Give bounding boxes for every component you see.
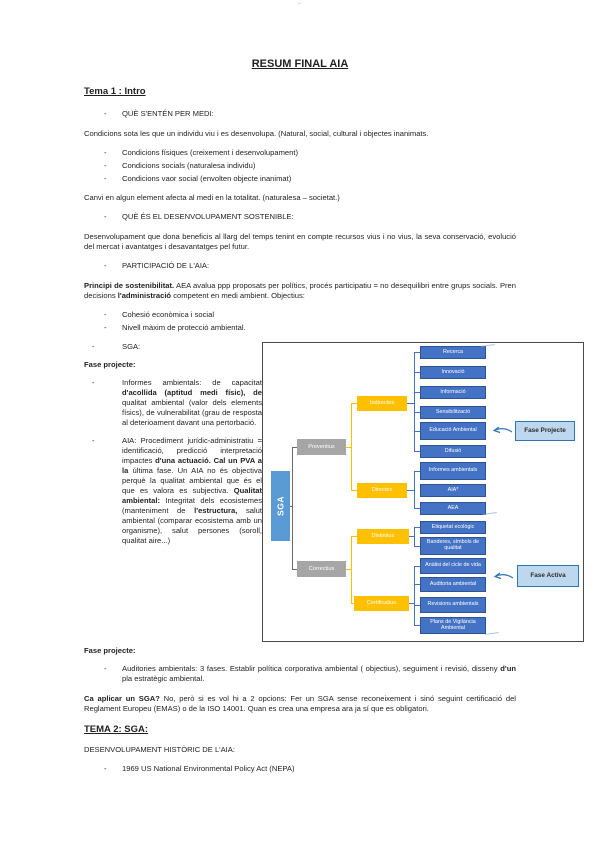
fase-projecte-heading-bottom: Fase projecte: (84, 646, 136, 655)
list-item: - Condicions físiques (creixement i desenvolupament) (84, 148, 516, 158)
paragraph-medi: Condicions sota les que un individu viu i es desenvolupa. (Natural, social, cultural i objectes inanimats. (84, 129, 429, 138)
list-item: - Condicions socials (naturalesa individu) (84, 161, 516, 171)
connector-line (414, 471, 415, 509)
diagram-leaf: Recerca (420, 346, 486, 359)
diagram-node-directes: Directes (357, 483, 407, 498)
hand-arrow-icon (492, 571, 514, 583)
list-item: - Condicions vaor social (envolten objecte inanimat) (84, 174, 516, 184)
connector-line (407, 403, 414, 404)
diagram-leaf: AIA* (420, 484, 486, 497)
connector-line (351, 536, 352, 604)
diagram-leaf: Revisions ambientals (420, 597, 486, 613)
diagram-leaf: Banderes, símbols de qualitat (420, 537, 486, 555)
objectius-list (84, 310, 516, 333)
bullet-auditories: - Auditories ambientals: 3 fases. Establir política corporativa ambiental ( objectius), seguiment i revisió, disseny d'un pla estratègic ambiental. (84, 664, 516, 684)
bullet-participacio-aia: - PARTICIPACIÓ DE L'AIA: (84, 261, 516, 271)
diagram-leaf: Difusió (420, 445, 486, 458)
diagram-node-distintius: Distintius (357, 529, 409, 544)
connector-line (414, 352, 415, 452)
connector-line (414, 566, 415, 626)
hand-arrow-icon (491, 425, 513, 437)
left-text-column (84, 342, 262, 554)
bullet-informes-ambientals: - Informes ambientals: de capacitat d'acollida (aptitud medi físic), de qualitat ambiental (valor dels elements físics), de vulnerabilitat (grau de resposta al deterioament davant una pertorbació. (84, 378, 262, 428)
diagram-label-fase-activa: Fase Activa (517, 565, 579, 587)
diagram-leaf: Auditoria ambiental (420, 577, 486, 592)
bullet-nepa: - 1969 US National Environmental Policy Act (NEPA) (84, 764, 516, 774)
paragraph-canvi: Canvi en algun element afecta al medi en la totalitat. (naturalesa – societat.) (84, 193, 340, 202)
bullet-que-es-medi: - QUÈ S'ENTÉN PER MEDI: (84, 109, 516, 119)
list-item: - Cohesió econòmica i social (84, 310, 516, 320)
sga-instruments-diagram (262, 342, 584, 642)
diagram-leaf: Plans de Vigilància Ambiental (420, 617, 486, 634)
diagram-label-fase-projecte: Fase Projecte (515, 421, 575, 441)
diagram-node-correctius: Correctius (297, 561, 346, 577)
condicions-list (84, 148, 516, 184)
pen-scribble (481, 344, 495, 349)
diagram-root-sga: SGA (271, 471, 290, 541)
page-title: RESUM FINAL AIA (251, 58, 349, 70)
connector-line (407, 490, 414, 491)
paragraph-sostenible: Desenvolupament que dona beneficis al llarg del temps tenint en compte recursos vius i no vius, la seva conservació, evolució del mercat i avantatges i desavantatges pel futur. (84, 232, 516, 251)
bullet-desenvolupament-sostenible: - QUÈ ÉS EL DESENVOLUPAMENT SOSTENIBLE: (84, 212, 516, 222)
diagram-leaf: Informes ambientals (420, 462, 486, 480)
diagram-node-preventius: Preventius (297, 439, 346, 455)
pen-scribble (483, 512, 497, 517)
tema2-subheading: DESENVOLUPAMENT HISTÒRIC DE L'AIA: (84, 745, 235, 754)
bullet-sga: - SGA: (84, 342, 262, 352)
diagram-leaf: Anàlisi del cicle de vida (420, 558, 486, 574)
paragraph-ca-aplicar-sga: Ca aplicar un SGA? No, però si es vol hi a 2 opcions: Fer un SGA sense reconeixement i sinó seguint certificació del Reglament Europeu (EMAS) o de la ISO 14001. Quan es crea una empresa ara ja sí que es obligatori. (84, 694, 516, 713)
tema1-heading: Tema 1 : Intro (84, 86, 146, 97)
connector-line (414, 527, 415, 546)
pen-scribble (485, 632, 499, 637)
diagram-node-indirectes: Indirectes (357, 396, 407, 411)
diagram-node-certificatius: Certificatius (354, 596, 409, 611)
tema2-heading: TEMA 2: SGA: (84, 724, 149, 735)
list-item: - Nivell màxim de protecció ambiental. (84, 323, 516, 333)
bullet-aia-procediment: - AIA: Procediment jurídic-administratiu = identificació, predicció interpretació impactes d'una actuació. Cal un PVA a la última fase. Un AIA no és objectiva perquè la qualitat ambiental que és el que es valora es subjectiva. Qualitat ambiental: Integritat dels ecosistemes (manteniment de l'estructura, salut ambiental (comparar ecosistema amb un organisme), salut persones (soroll, qualitat aire...) (84, 436, 262, 546)
page-top-mark: – (298, 1, 302, 7)
text-and-diagram-row (84, 342, 566, 642)
connector-line (351, 403, 352, 491)
diagram-leaf: Innovació (420, 366, 486, 379)
diagram-leaf: Sensibilització (420, 406, 486, 419)
connector-line (292, 447, 293, 570)
paragraph-principi-sostenibilitat: Principi de sostenibilitat. AEA avalua ppp proposats per polítics, procés participatiu = no desequilibri entre grups socials. Pren decisions l'administració competent en medi ambient. Objectius: (84, 281, 516, 300)
fase-projecte-heading: Fase projecte: (84, 360, 136, 369)
diagram-leaf: AEA (420, 502, 486, 515)
diagram-leaf: Etiquetat ecològic (420, 521, 486, 534)
diagram-leaf: Informació (420, 386, 486, 399)
diagram-leaf: Educació Ambiental (420, 422, 486, 440)
